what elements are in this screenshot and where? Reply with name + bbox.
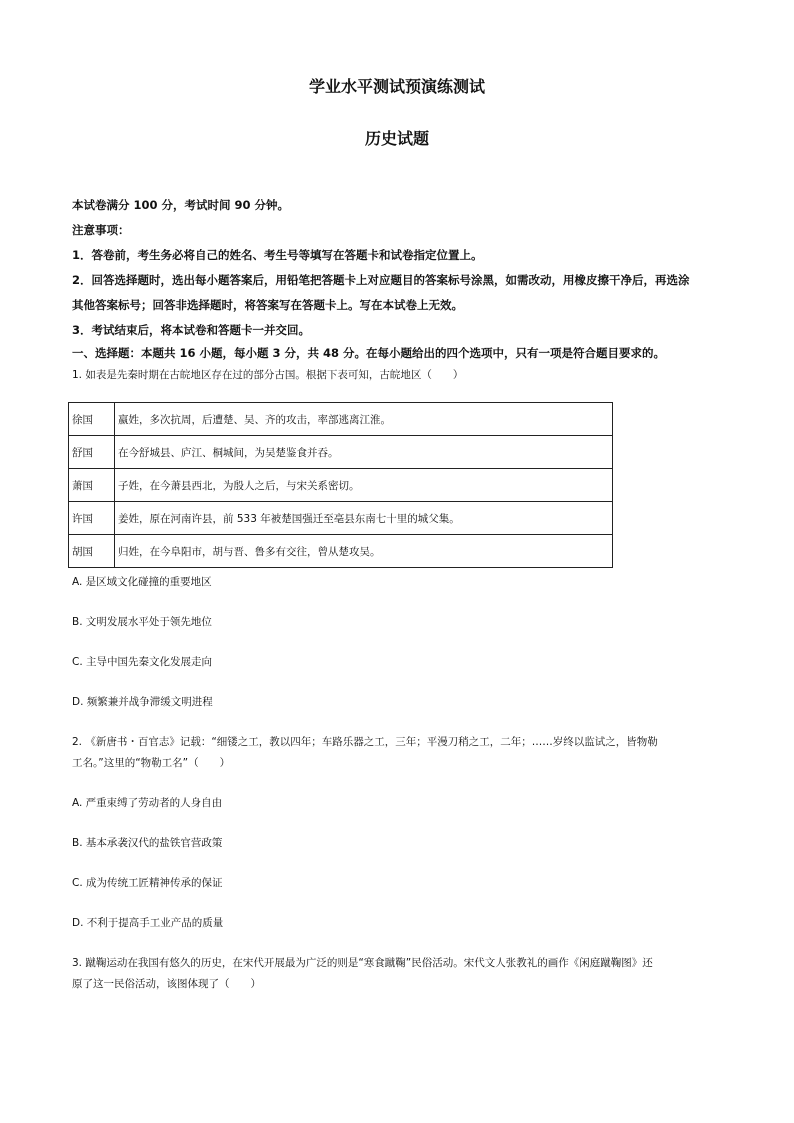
state-name: 许国 [69,502,115,535]
notice-item-3: 3．考试结束后，将本试卷和答题卡一并交回。 [72,323,310,337]
question-1-option-c: C. 主导中国先秦文化发展走向 [72,656,213,668]
table-row [69,403,613,436]
state-desc: 姜姓，原在河南许县，前 533 年被楚国强迁至亳县东南七十里的城父集。 [115,502,613,535]
question-2-stem: 2. 《新唐书・百官志》记载：“细镂之工，教以四年；车路乐器之工，三年；平漫刀稍之工，二年；……岁终以监试之，皆物勒 [72,736,658,748]
state-name: 萧国 [69,469,115,502]
page-title: 学业水平测试预演练测试 [308,77,485,96]
question-1-option-a: A. 是区域文化碰撞的重要地区 [72,576,212,588]
question-3-stem: 3. 蹴鞠运动在我国有悠久的历史，在宋代开展最为广泛的则是“寒食蹴鞠”民俗活动。宋代文人张教礼的画作《闲庭蹴鞠图》还 [72,957,653,969]
state-name: 胡国 [69,535,115,568]
table-row [69,535,613,568]
question-2-option-b: B. 基本承袭汉代的盐铁官营政策 [72,837,223,849]
notice-item-1: 1．答卷前，考生务必将自己的姓名、考生号等填写在答题卡和试卷指定位置上。 [72,248,483,262]
state-name: 舒国 [69,436,115,469]
question-2-option-a: A. 严重束缚了劳动者的人身自由 [72,797,223,809]
state-desc: 子姓，在今萧县西北，为殷人之后，与宋关系密切。 [115,469,613,502]
section-heading: 一、选择题：本题共 16 小题，每小题 3 分，共 48 分。在每小题给出的四个选项中，只有一项是符合题目要求的。 [72,346,666,360]
question-1-option-b: B. 文明发展水平处于领先地位 [72,616,212,628]
table-row [69,502,613,535]
notice-title: 注意事项： [72,223,130,237]
question-2-option-c: C. 成为传统工匠精神传承的保证 [72,877,223,889]
state-desc: 归姓，在今阜阳市，胡与晋、鲁多有交往，曾从楚攻吴。 [115,535,613,568]
page-subtitle: 历史试题 [364,129,429,148]
state-name: 徐国 [69,403,115,436]
question-3-stem-cont: 原了这一民俗活动，该图体现了（ ） [72,978,261,990]
table-row [69,469,613,502]
question-1-stem: 1. 如表是先秦时期在古皖地区存在过的部分古国。根据下表可知，古皖地区（ ） [72,369,464,381]
question-1-option-d: D. 频繁兼并战争滞缓文明进程 [72,696,213,708]
ancient-states-table [68,402,613,568]
question-2-stem-cont: 工名。”这里的“物勒工名”（ ） [72,757,231,769]
state-desc: 在今舒城县、庐江、桐城间，为吴楚鉴食并吞。 [115,436,613,469]
notice-item-2-cont: 其他答案标号；回答非选择题时，将答案写在答题卡上。写在本试卷上无效。 [72,298,463,312]
notice-item-2: 2．回答选择题时，选出每小题答案后，用铅笔把答题卡上对应题目的答案标号涂黑，如需改动，用橡皮擦干净后，再选涂 [72,273,690,287]
state-desc: 嬴姓，多次抗周，后遭楚、吴、齐的攻击，率部逃离江淮。 [115,403,613,436]
table-row [69,436,613,469]
question-2-option-d: D. 不利于提高手工业产品的质量 [72,917,224,929]
score-line: 本试卷满分 100 分，考试时间 90 分钟。 [72,198,290,212]
